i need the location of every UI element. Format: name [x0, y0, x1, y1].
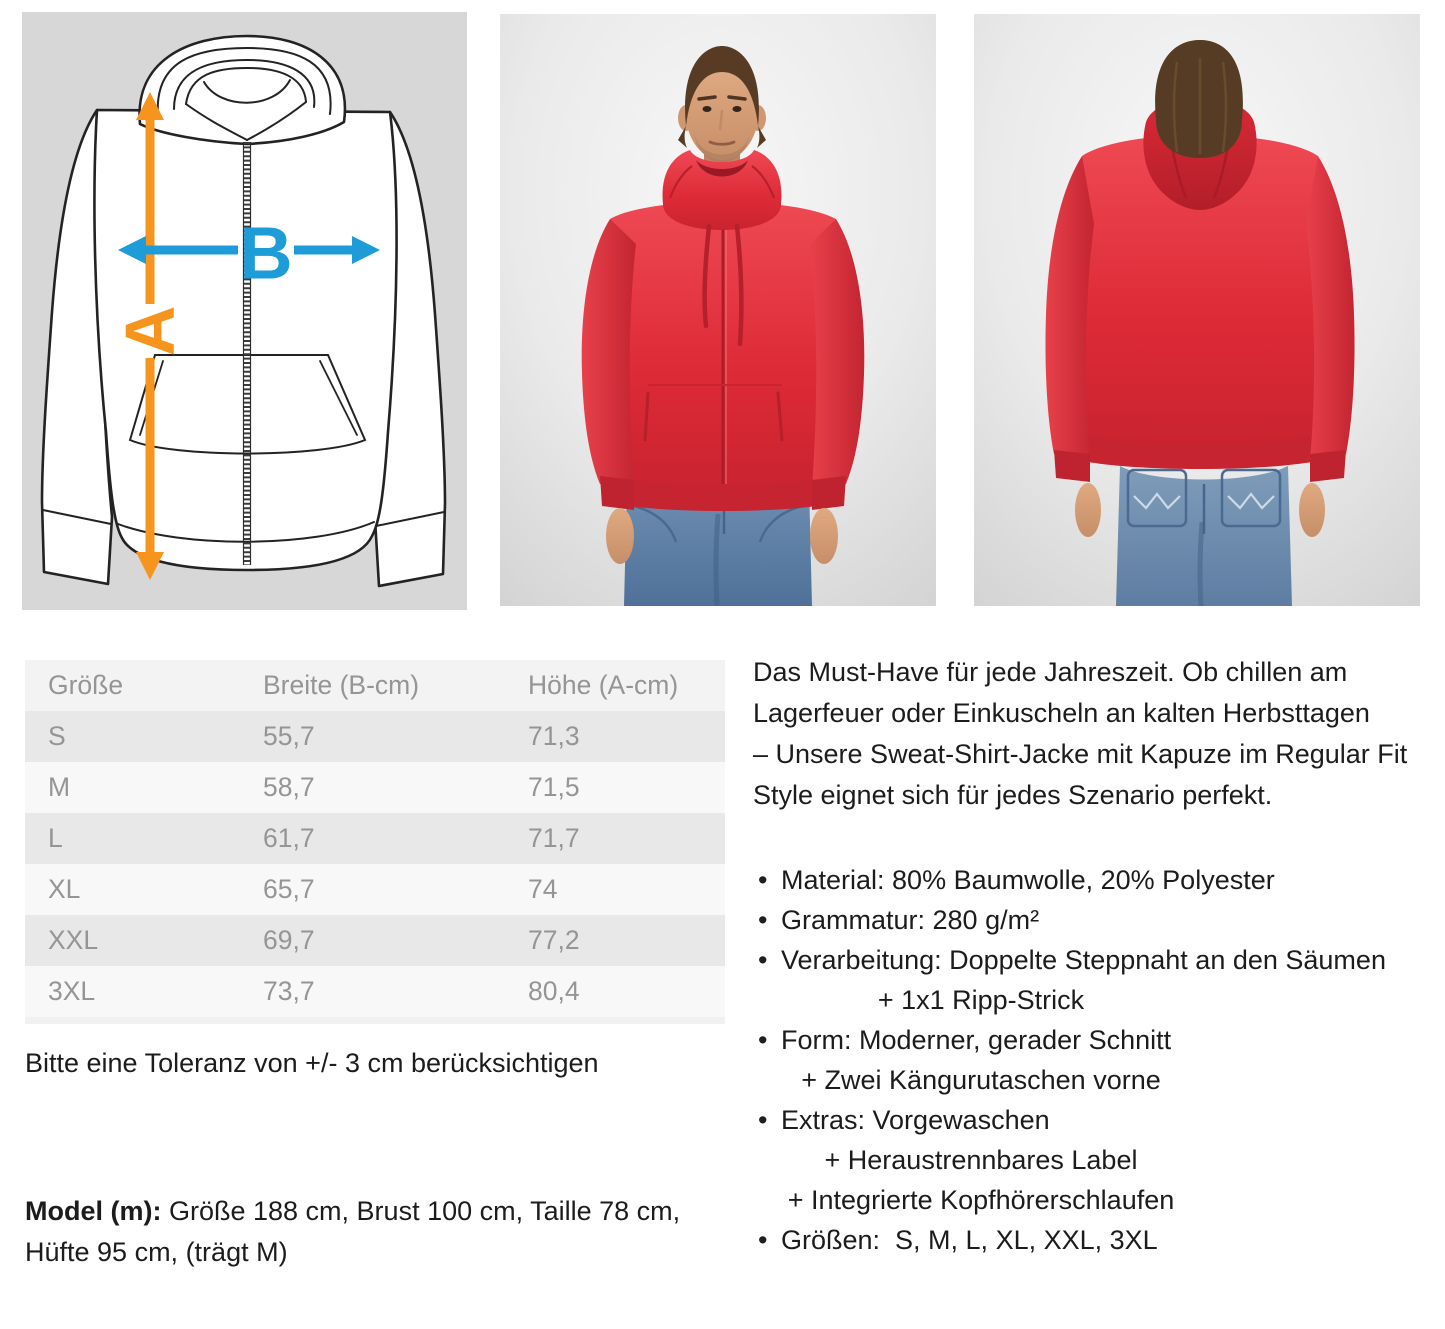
feature-item-extras: • Extras: Vorgewaschen + Heraustrennbares Label + Integrierte Kopfhörerschlaufen	[753, 1100, 1445, 1220]
table-row-m	[25, 762, 725, 813]
hoehe-cell: 77,2	[528, 925, 580, 955]
left-hand	[606, 508, 634, 564]
size-table-header	[25, 660, 725, 711]
size-cell: 3XL	[48, 976, 96, 1006]
col-header-breite: Breite (B-cm)	[263, 670, 420, 700]
breite-cell: 58,7	[263, 772, 315, 802]
product-description	[753, 652, 1445, 1260]
jeans-back	[1116, 466, 1292, 606]
size-diagram-panel	[22, 12, 467, 610]
hoehe-cell: 71,5	[528, 772, 580, 802]
size-cell: L	[48, 823, 63, 853]
breite-cell: 55,7	[263, 721, 315, 751]
feature-item-form: • Form: Moderner, gerader Schnitt + Zwei Kängurutaschen vorne	[753, 1020, 1445, 1100]
back-photo-panel	[974, 14, 1420, 606]
feature-item-grammatur: • Grammatur: 280 g/m²	[753, 900, 1445, 940]
right-hand	[810, 508, 838, 564]
description-intro	[753, 652, 1445, 816]
table-row-xl	[25, 864, 725, 915]
model-info-measurements: Größe 188 cm, Brust 100 cm, Taille 78 cm,	[161, 1196, 681, 1226]
col-header-groesse: Größe	[48, 670, 124, 700]
col-header-hoehe: Höhe (A-cm)	[528, 670, 679, 700]
tolerance-note: Bitte eine Toleranz von +/- 3 cm berücksichtigen	[25, 1048, 599, 1078]
model-info-line2: Hüfte 95 cm, (trägt M)	[25, 1237, 288, 1267]
breite-cell: 69,7	[263, 925, 315, 955]
right-hand	[1299, 483, 1325, 537]
hoehe-cell: 80,4	[528, 976, 580, 1006]
intro-line: – Unsere Sweat-Shirt-Jacke mit Kapuze im Regular Fit	[753, 739, 1408, 769]
model-info	[25, 1191, 730, 1273]
hoehe-cell: 71,7	[528, 823, 580, 853]
hoodie-front	[582, 202, 865, 511]
feature-list	[753, 860, 1445, 1260]
model-front-photo	[500, 14, 936, 606]
size-cell: M	[48, 772, 71, 802]
intro-line: Style eignet sich für jedes Szenario perfekt.	[753, 780, 1273, 810]
size-cell: XL	[48, 874, 81, 904]
model-info-label: Model (m):	[25, 1196, 162, 1226]
hoehe-cell: 74	[528, 874, 558, 904]
table-row-s	[25, 711, 725, 762]
intro-line: Das Must-Have für jede Jahreszeit. Ob chillen am	[753, 657, 1348, 687]
model-back-photo	[974, 14, 1420, 606]
left-hand	[1075, 483, 1101, 537]
feature-item-verarbeitung: • Verarbeitung: Doppelte Steppnaht an den Säumen + 1x1 Ripp-Strick	[753, 940, 1445, 1020]
hoodie-measurement-diagram	[22, 12, 467, 610]
feature-item-groessen: • Größen: S, M, L, XL, XXL, 3XL	[753, 1220, 1445, 1260]
model-info-line1	[25, 1191, 730, 1232]
intro-line: Lagerfeuer oder Einkuscheln an kalten Herbsttagen	[753, 698, 1370, 728]
hoehe-cell: 71,3	[528, 721, 580, 751]
feature-item-material: • Material: 80% Baumwolle, 20% Polyester	[753, 860, 1445, 900]
breite-cell: 61,7	[263, 823, 315, 853]
model-head-back	[1155, 40, 1243, 158]
size-cell: S	[48, 721, 66, 751]
breite-cell: 65,7	[263, 874, 315, 904]
front-photo-panel	[500, 14, 936, 606]
table-footer-strip	[25, 1017, 725, 1024]
size-table	[25, 660, 725, 1024]
size-cell: XXL	[48, 925, 99, 955]
table-row-xxl	[25, 915, 725, 966]
arrow-label-b: B	[239, 211, 293, 295]
table-row-l	[25, 813, 725, 864]
breite-cell: 73,7	[263, 976, 315, 1006]
arrow-label-a: A	[111, 305, 189, 357]
table-row-3xl	[25, 966, 725, 1017]
